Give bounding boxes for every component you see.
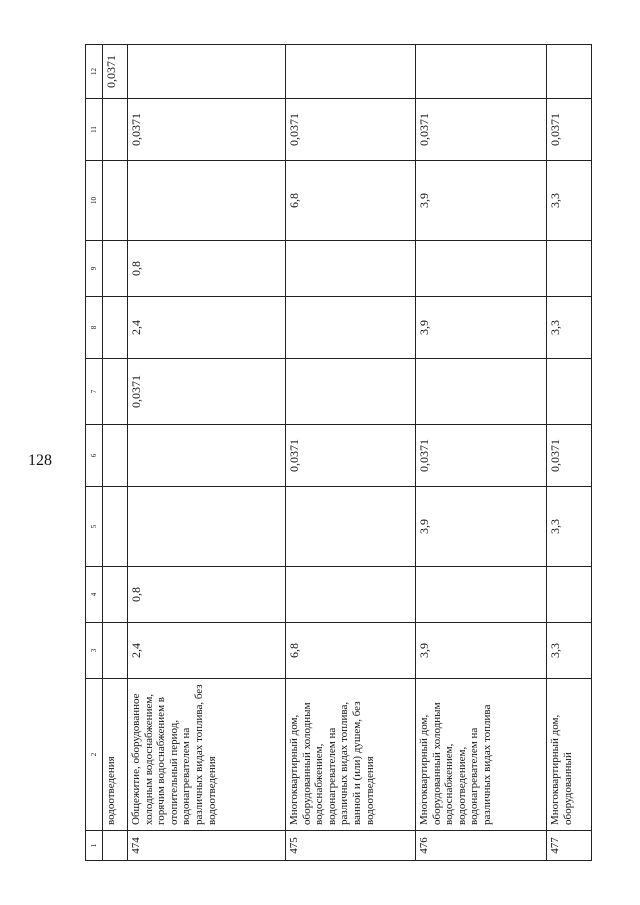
header-cell: 2 bbox=[86, 679, 103, 831]
cell-value bbox=[286, 487, 416, 567]
cell-value: 3,3 bbox=[547, 297, 592, 359]
table-row bbox=[547, 45, 592, 861]
header-cell: 7 bbox=[86, 359, 103, 425]
header-cell: 8 bbox=[86, 297, 103, 359]
cell-value bbox=[128, 161, 286, 241]
row-number: 475 bbox=[286, 831, 416, 861]
header-cell: 4 bbox=[86, 567, 103, 623]
header-cell: 3 bbox=[86, 623, 103, 679]
cell-value bbox=[547, 359, 592, 425]
row-number: 477 bbox=[547, 831, 592, 861]
row-description: Многоквартирный дом, оборудованный bbox=[547, 679, 592, 831]
cell-value bbox=[103, 297, 128, 359]
cell-value bbox=[128, 487, 286, 567]
cell-value bbox=[103, 161, 128, 241]
cell-value: 6,8 bbox=[286, 161, 416, 241]
rotated-table-area bbox=[85, 45, 585, 861]
cell-value bbox=[103, 99, 128, 161]
cell-value bbox=[103, 623, 128, 679]
cell-value: 3,3 bbox=[547, 487, 592, 567]
header-cell: 5 bbox=[86, 487, 103, 567]
cell-value bbox=[128, 45, 286, 99]
cell-value: 3,3 bbox=[547, 623, 592, 679]
cell-value bbox=[416, 359, 547, 425]
page-number: 128 bbox=[28, 452, 52, 469]
header-cell: 9 bbox=[86, 241, 103, 297]
cell-value bbox=[547, 567, 592, 623]
cell-value: 3,3 bbox=[547, 161, 592, 241]
row-number: 476 bbox=[416, 831, 547, 861]
row-number: 474 bbox=[128, 831, 286, 861]
header-cell: 12 bbox=[86, 45, 103, 99]
row-description: водоотведения bbox=[103, 679, 128, 831]
cell-value: 0,0371 bbox=[416, 425, 547, 487]
cell-value: 0,0371 bbox=[286, 99, 416, 161]
cell-value bbox=[416, 45, 547, 99]
cell-value bbox=[128, 425, 286, 487]
cell-value bbox=[103, 359, 128, 425]
cell-value: 3,9 bbox=[416, 297, 547, 359]
cell-value bbox=[286, 567, 416, 623]
cell-value: 3,9 bbox=[416, 623, 547, 679]
cell-value: 0,0371 bbox=[103, 45, 128, 99]
header-cell: 6 bbox=[86, 425, 103, 487]
cell-value bbox=[103, 425, 128, 487]
cell-value: 3,9 bbox=[416, 487, 547, 567]
cell-value: 0,0371 bbox=[547, 425, 592, 487]
row-description: Многоквартирный дом, оборудованный холодным водоснабжением, водоотведением, водонагревателем на различных видах топлива bbox=[416, 679, 547, 831]
cell-value bbox=[286, 45, 416, 99]
cell-value: 6,8 bbox=[286, 623, 416, 679]
table-row bbox=[128, 45, 286, 861]
cell-value: 2,4 bbox=[128, 297, 286, 359]
cell-value bbox=[103, 241, 128, 297]
cell-value: 3,9 bbox=[416, 161, 547, 241]
cell-value bbox=[286, 359, 416, 425]
row-description: Общежитие, оборудованное холодным водоснабжением, горячим водоснабжением в отопительный период, водонагревателем на различных видах топлива, без водоотведения bbox=[128, 679, 286, 831]
table-row bbox=[286, 45, 416, 861]
cell-value bbox=[416, 241, 547, 297]
cell-value bbox=[103, 567, 128, 623]
cell-value bbox=[103, 487, 128, 567]
header-cell: 11 bbox=[86, 99, 103, 161]
cell-value bbox=[286, 297, 416, 359]
header-cell: 1 bbox=[86, 831, 103, 861]
header-cell: 10 bbox=[86, 161, 103, 241]
cell-value: 2,4 bbox=[128, 623, 286, 679]
row-number bbox=[103, 831, 128, 861]
cell-value: 0,8 bbox=[128, 567, 286, 623]
table-row bbox=[103, 45, 128, 861]
header-row bbox=[86, 45, 103, 861]
cell-value: 0,0371 bbox=[416, 99, 547, 161]
cell-value bbox=[547, 241, 592, 297]
tariff-table bbox=[85, 44, 592, 861]
cell-value: 0,0371 bbox=[128, 359, 286, 425]
cell-value: 0,8 bbox=[128, 241, 286, 297]
cell-value bbox=[416, 567, 547, 623]
cell-value: 0,0371 bbox=[128, 99, 286, 161]
row-description: Многоквартирный дом, оборудованный холодным водоснабжением, водонагревателем на различных видах топлива, ванной и (или) душем, без водоотведения bbox=[286, 679, 416, 831]
cell-value bbox=[547, 45, 592, 99]
table-row bbox=[416, 45, 547, 861]
cell-value bbox=[286, 241, 416, 297]
table-sheet bbox=[85, 45, 585, 861]
cell-value: 0,0371 bbox=[547, 99, 592, 161]
cell-value: 0,0371 bbox=[286, 425, 416, 487]
